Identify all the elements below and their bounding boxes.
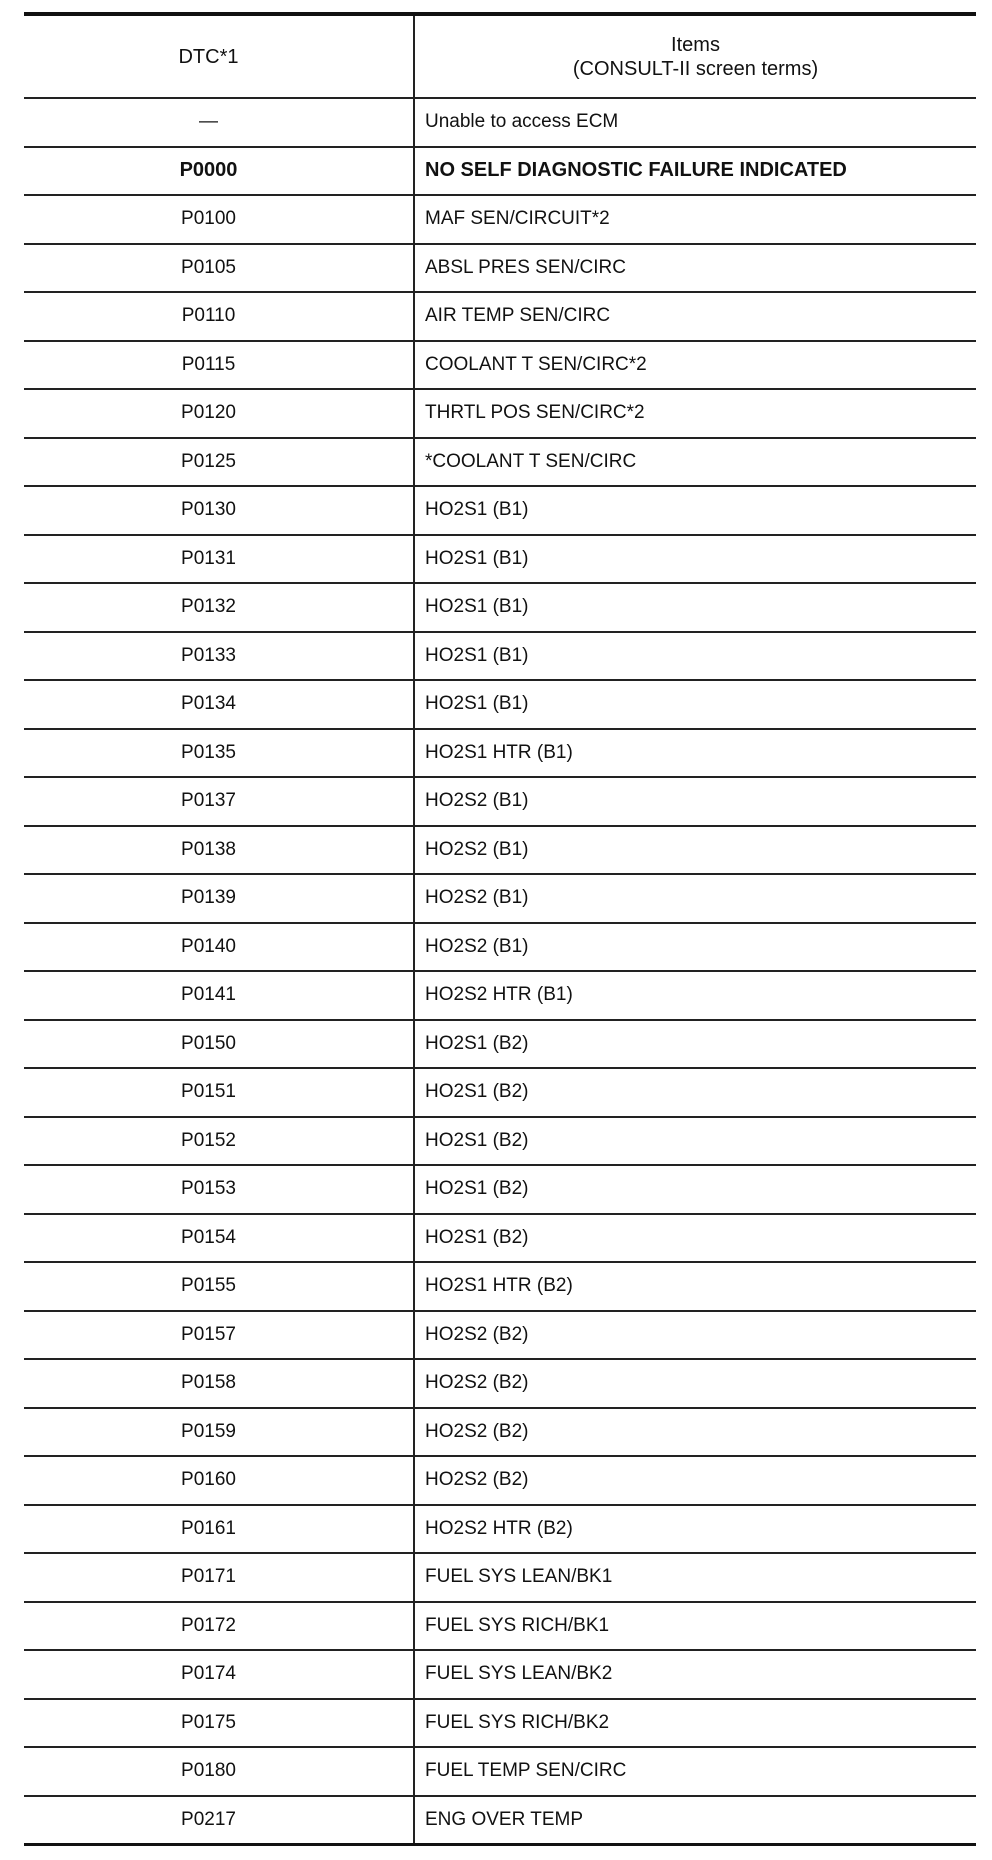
table-row [24, 1262, 976, 1311]
table-row [24, 1311, 976, 1360]
dtc-code: P0152 [24, 1117, 414, 1166]
table-row [24, 1408, 976, 1457]
dtc-code: P0130 [24, 486, 414, 535]
dtc-code: P0158 [24, 1359, 414, 1408]
table-row [24, 1650, 976, 1699]
table-row [24, 680, 976, 729]
dtc-item: HO2S1 (B1) [414, 632, 976, 681]
dtc-code: P0171 [24, 1553, 414, 1602]
table-row [24, 826, 976, 875]
dtc-code: P0139 [24, 874, 414, 923]
dtc-code: P0115 [24, 341, 414, 390]
dtc-item: NO SELF DIAGNOSTIC FAILURE INDICATED [414, 147, 976, 196]
dtc-code: P0180 [24, 1747, 414, 1796]
table-row [24, 1068, 976, 1117]
dtc-code: P0125 [24, 438, 414, 487]
dtc-item: HO2S1 (B2) [414, 1214, 976, 1263]
dtc-code: P0172 [24, 1602, 414, 1651]
dtc-code: P0110 [24, 292, 414, 341]
table-row [24, 971, 976, 1020]
dtc-item: HO2S1 HTR (B1) [414, 729, 976, 778]
dtc-item: THRTL POS SEN/CIRC*2 [414, 389, 976, 438]
dtc-code: P0154 [24, 1214, 414, 1263]
dtc-code: P0174 [24, 1650, 414, 1699]
table-row [24, 1359, 976, 1408]
dtc-item: HO2S2 (B1) [414, 777, 976, 826]
table-row [24, 1747, 976, 1796]
dtc-code: P0161 [24, 1505, 414, 1554]
dtc-item: HO2S2 (B1) [414, 826, 976, 875]
dtc-item: AIR TEMP SEN/CIRC [414, 292, 976, 341]
dtc-table [24, 12, 976, 1846]
table-row [24, 1456, 976, 1505]
table-row [24, 1553, 976, 1602]
dtc-code: P0138 [24, 826, 414, 875]
dtc-code: P0150 [24, 1020, 414, 1069]
dtc-item: HO2S2 (B1) [414, 923, 976, 972]
dtc-item: ABSL PRES SEN/CIRC [414, 244, 976, 293]
dtc-code: P0140 [24, 923, 414, 972]
table-row [24, 486, 976, 535]
dtc-item: FUEL SYS LEAN/BK2 [414, 1650, 976, 1699]
dtc-item: HO2S2 HTR (B2) [414, 1505, 976, 1554]
table-row [24, 389, 976, 438]
table-row [24, 438, 976, 487]
header-items-subtitle: (CONSULT-II screen terms) [572, 57, 819, 80]
table-row [24, 1165, 976, 1214]
table-row [24, 98, 976, 147]
table-row [24, 583, 976, 632]
header-items [414, 14, 976, 98]
dtc-code: P0159 [24, 1408, 414, 1457]
dtc-code: P0135 [24, 729, 414, 778]
table-row [24, 874, 976, 923]
table-row [24, 244, 976, 293]
dtc-code: P0133 [24, 632, 414, 681]
dtc-item: MAF SEN/CIRCUIT*2 [414, 195, 976, 244]
dtc-code: P0100 [24, 195, 414, 244]
dtc-code: P0137 [24, 777, 414, 826]
dtc-item: HO2S1 (B1) [414, 535, 976, 584]
table-row [24, 923, 976, 972]
table-row [24, 535, 976, 584]
table-row [24, 1796, 976, 1845]
dtc-item: HO2S2 (B2) [414, 1311, 976, 1360]
table-row [24, 341, 976, 390]
header-row [24, 14, 976, 98]
dtc-item: ENG OVER TEMP [414, 1796, 976, 1845]
dtc-item: HO2S2 HTR (B1) [414, 971, 976, 1020]
table-row [24, 777, 976, 826]
dtc-code: P0105 [24, 244, 414, 293]
table-row [24, 632, 976, 681]
dtc-code: P0217 [24, 1796, 414, 1845]
dtc-item: COOLANT T SEN/CIRC*2 [414, 341, 976, 390]
dtc-item: HO2S2 (B2) [414, 1456, 976, 1505]
table-row [24, 1214, 976, 1263]
dtc-code: P0157 [24, 1311, 414, 1360]
table-header [24, 14, 976, 98]
dtc-item: FUEL SYS LEAN/BK1 [414, 1553, 976, 1602]
table-row [24, 147, 976, 196]
dtc-code: P0160 [24, 1456, 414, 1505]
header-dtc: DTC*1 [24, 14, 414, 98]
table-row [24, 1699, 976, 1748]
table-row [24, 292, 976, 341]
dtc-item: HO2S1 (B2) [414, 1165, 976, 1214]
dtc-item: HO2S1 (B2) [414, 1020, 976, 1069]
dtc-item: FUEL SYS RICH/BK2 [414, 1699, 976, 1748]
table-body [24, 98, 976, 1844]
dtc-item: HO2S2 (B2) [414, 1408, 976, 1457]
dtc-code: — [24, 98, 414, 147]
dtc-code: P0153 [24, 1165, 414, 1214]
dtc-item: Unable to access ECM [414, 98, 976, 147]
table-row [24, 1505, 976, 1554]
dtc-item: HO2S1 HTR (B2) [414, 1262, 976, 1311]
dtc-item: HO2S1 (B1) [414, 583, 976, 632]
dtc-item: FUEL SYS RICH/BK1 [414, 1602, 976, 1651]
dtc-code: P0175 [24, 1699, 414, 1748]
table-row [24, 195, 976, 244]
dtc-code: P0141 [24, 971, 414, 1020]
dtc-code: P0132 [24, 583, 414, 632]
table-row [24, 1602, 976, 1651]
dtc-code: P0151 [24, 1068, 414, 1117]
table-row [24, 1020, 976, 1069]
dtc-code: P0155 [24, 1262, 414, 1311]
table-row [24, 729, 976, 778]
dtc-item: HO2S2 (B1) [414, 874, 976, 923]
dtc-code: P0000 [24, 147, 414, 196]
dtc-item: FUEL TEMP SEN/CIRC [414, 1747, 976, 1796]
dtc-code: P0131 [24, 535, 414, 584]
dtc-code: P0134 [24, 680, 414, 729]
dtc-item: HO2S2 (B2) [414, 1359, 976, 1408]
dtc-code: P0120 [24, 389, 414, 438]
header-items-title: Items [671, 33, 720, 56]
dtc-item: HO2S1 (B1) [414, 486, 976, 535]
dtc-item: HO2S1 (B2) [414, 1068, 976, 1117]
dtc-item: HO2S1 (B1) [414, 680, 976, 729]
dtc-item: *COOLANT T SEN/CIRC [414, 438, 976, 487]
dtc-item: HO2S1 (B2) [414, 1117, 976, 1166]
table-row [24, 1117, 976, 1166]
